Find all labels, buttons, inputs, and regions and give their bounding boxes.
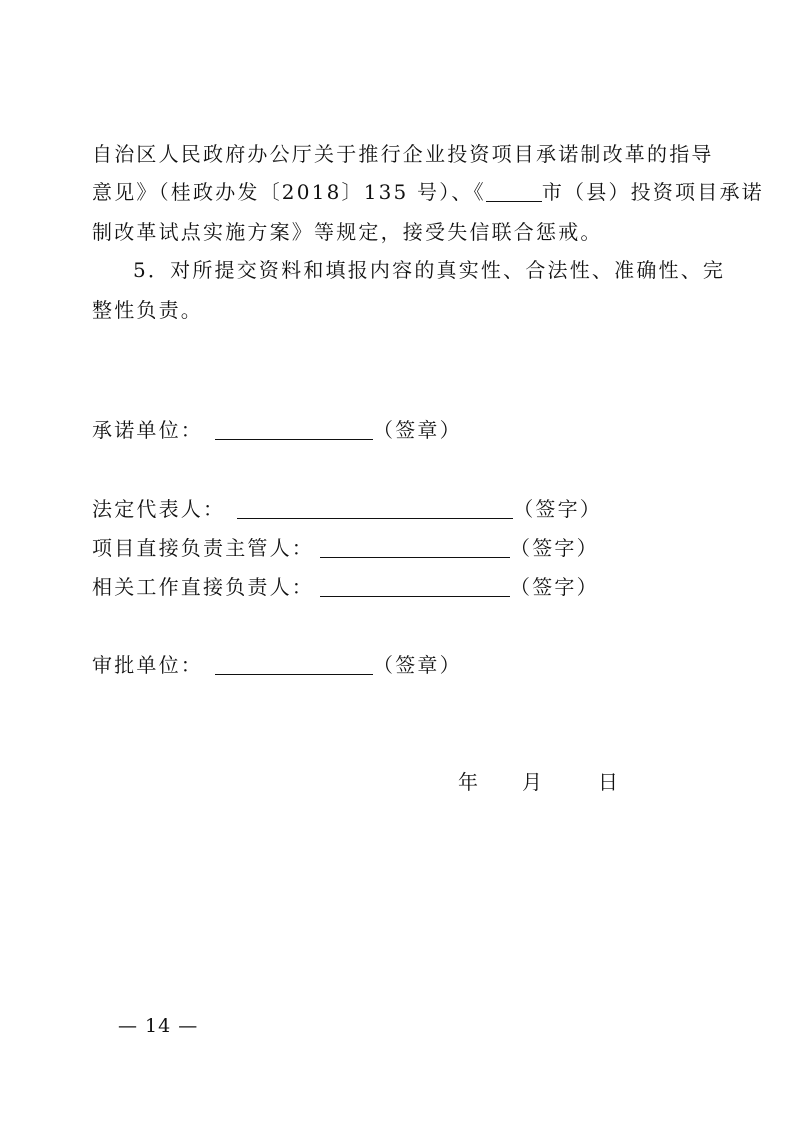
date-day: 日 [598,770,618,794]
signature-label: （签字） [510,575,599,599]
legal-rep-row [92,497,602,521]
paragraph-text: 市（县）投资项目承诺 [541,180,764,204]
page-number: — 14 — [118,1015,199,1037]
project-manager-label: 项目直接负责主管人： [92,536,314,560]
signature-label: （签字） [510,536,599,560]
paragraph-text: 整性负责。 [92,298,203,322]
legal-rep-blank[interactable] [237,498,513,519]
paragraph-line-1 [92,142,714,166]
seal-label: （签章） [373,418,462,442]
commitment-unit-blank[interactable] [215,419,373,440]
legal-rep-label: 法定代表人： [92,497,226,521]
responsible-person-label: 相关工作直接负责人： [92,575,314,599]
approval-unit-label: 审批单位： [92,653,203,677]
approval-unit-row [92,653,462,677]
paragraph-line-3 [92,220,603,244]
paragraph-text: 自治区人民政府办公厅关于推行企业投资项目承诺制改革的指导 [92,142,714,166]
signature-label: （签字） [513,497,603,521]
responsible-person-blank[interactable] [320,576,510,597]
paragraph-text: 制改革试点实施方案》等规定，接受失信联合惩戒。 [92,220,603,244]
paragraph-line-4 [133,258,725,282]
approval-unit-blank[interactable] [215,654,373,675]
paragraph-text: 意见》（桂政办发〔2018〕135 号）、《 [92,180,486,204]
city-name-blank[interactable] [486,181,542,202]
paragraph-text: 5．对所提交资料和填报内容的真实性、合法性、准确性、完 [133,258,726,282]
project-manager-row [92,536,599,560]
paragraph-line-5 [92,298,203,322]
date-year: 年 [458,770,478,794]
commitment-unit-label: 承诺单位： [92,418,203,442]
seal-label: （签章） [373,653,462,677]
responsible-person-row [92,575,599,599]
paragraph-line-2 [92,180,764,204]
commitment-unit-row [92,418,462,442]
project-manager-blank[interactable] [320,537,510,558]
date-month: 月 [522,770,542,794]
